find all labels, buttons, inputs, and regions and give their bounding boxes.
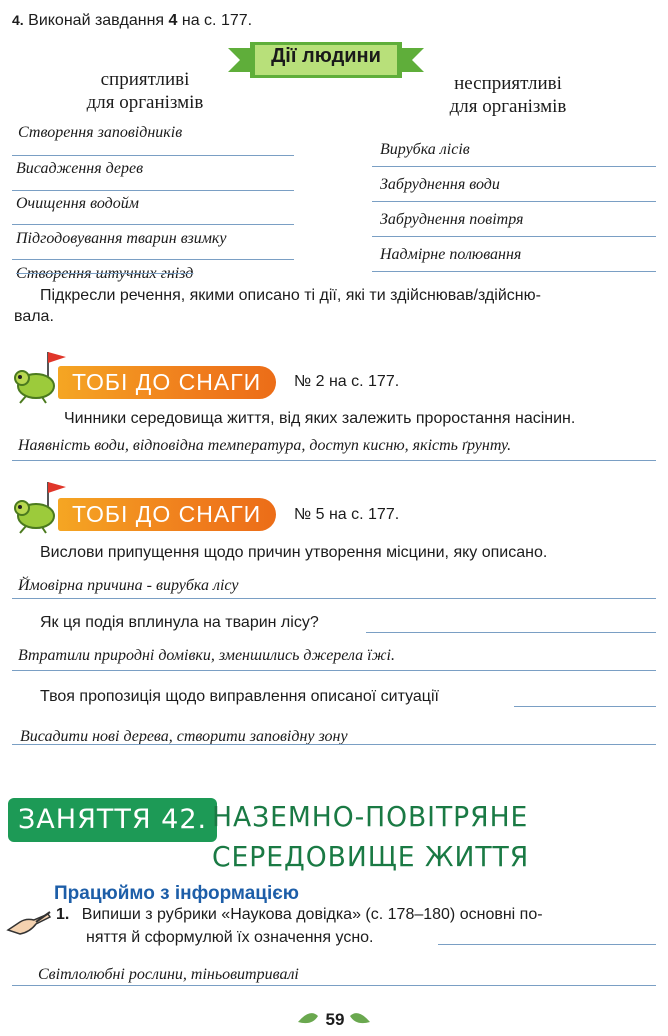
answer-line [372,201,656,202]
right-item: Забруднення води [380,176,500,193]
answer-line [12,155,294,156]
answer-line [12,985,656,986]
right-item: Надмірне полювання [380,246,522,263]
question-text: Як ця подія вплинула на тварин лісу? [40,614,319,631]
tobi-do-snahy-badge: ТОБІ ДО СНАГИ [58,498,276,531]
answer-line [12,598,656,599]
exercise-reference: № 2 на с. 177. [294,373,400,390]
item-1 [56,906,656,924]
left-item: Підгодовування тварин взимку [16,230,227,247]
answer-line [12,670,656,671]
answer-line [514,706,656,707]
answer-line [12,259,294,260]
answer-line [12,224,294,225]
answer-line [372,271,656,272]
left-item: Очищення водойм [16,195,139,212]
lesson-title-line2: СЕРЕДОВИЩЕ ЖИТТЯ [212,840,530,873]
answer-line [372,236,656,237]
question-text: Вислови припущення щодо причин утворення місцини, яку описано. [40,544,548,561]
right-item: Вирубка лісів [380,141,470,158]
item-text-line2: няття й сформулюй їх означення усно. [86,929,374,946]
banner-title: Дії людини [271,45,381,67]
right-header-line2: для організмів [449,96,567,117]
left-item: Висадження дерев [16,160,144,177]
question-text: Твоя пропозиція щодо виправлення описаної ситуації [40,688,439,705]
answer-text: Наявність води, відповідна температура, доступ кисню, якість ґрунту. [18,437,512,454]
answer-text: Втратили природні домівки, зменшились джерела їжі. [18,647,395,664]
answer-line [366,632,656,633]
section-heading: Працюймо з інформацією [54,883,299,904]
answer-text: Світлолюбні рослини, тіньовитривалі [38,966,299,983]
exercise-reference: № 5 на с. 177. [294,506,400,523]
task-4-heading [12,12,252,30]
right-column-header [418,72,598,118]
answer-line [12,460,656,461]
left-header-line1: сприятливі [100,69,190,90]
tobi-do-snahy-badge: ТОБІ ДО СНАГИ [58,366,276,399]
underline-instruction-cont: вала. [14,308,54,325]
answer-text: Висадити нові дерева, створити заповідну зону [20,728,348,745]
right-item: Забруднення повітря [380,211,524,228]
task-number: 4. [12,12,24,28]
answer-line [372,166,656,167]
item-number: 1. [56,906,70,923]
lesson-title-line1: НАЗЕМНО-ПОВІТРЯНЕ [212,800,529,833]
task-bold-number: 4 [168,12,178,29]
answer-text: Ймовірна причина - вирубка лісу [18,577,239,594]
lesson-number-tag: ЗАНЯТТЯ 42. [8,798,217,842]
left-column-header [60,68,230,114]
answer-line [438,944,656,945]
task-text-before: Виконай завдання [28,12,169,29]
question-text: Чинники середовища життя, від яких залежить проростання насінин. [64,410,576,427]
left-header-line2: для організмів [86,92,204,113]
answer-line [12,190,294,191]
item-text-line1: Випиши з рубрики «Наукова довідка» (с. 178–180) основні по- [81,906,543,923]
page-number: 59 [325,1010,345,1029]
left-item: Створення штучних гнізд [16,265,194,282]
left-item: Створення заповідників [18,124,183,141]
task-text-after: на с. 177. [177,12,253,29]
writing-hand-icon [6,908,52,938]
underline-instruction: Підкресли речення, якими описано ті дії, які ти здійснював/здійсню- [40,287,541,304]
right-header-line1: несприятливі [454,73,562,94]
answer-line [12,744,656,745]
